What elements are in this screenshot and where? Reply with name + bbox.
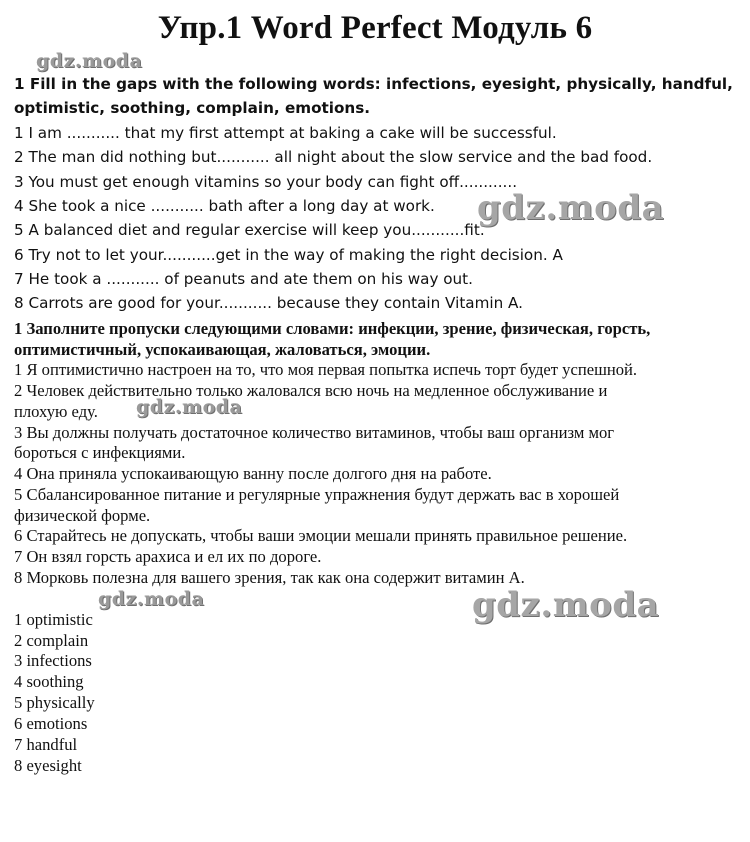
- answer-item: 7 handful: [14, 735, 78, 754]
- instruction-en-line-1: 1 Fill in the gaps with the following words: infections, eyesight, physically, handful,: [14, 75, 733, 93]
- answer-item: 8 eyesight: [14, 756, 82, 775]
- answer-item: 1 optimistic: [14, 610, 93, 629]
- sentence-ru: бороться с инфекциями.: [14, 443, 186, 462]
- watermark-logo: gdz.moda: [98, 588, 205, 610]
- watermark-logo: gdz.moda: [36, 50, 143, 72]
- answer-item: 6 emotions: [14, 714, 88, 733]
- answer-item: 2 complain: [14, 631, 89, 650]
- sentence-ru: 8 Морковь полезна для вашего зрения, так как она содержит витамин А.: [14, 568, 525, 587]
- sentence-en: 1 I am ........... that my first attempt at baking a cake will be successful.: [14, 124, 557, 142]
- sentence-en: 2 The man did nothing but........... all night about the slow service and the bad food.: [14, 148, 653, 166]
- sentence-en: 8 Carrots are good for your........... because they contain Vitamin A.: [14, 294, 524, 312]
- sentence-ru: физической форме.: [14, 506, 151, 525]
- answer-item: 3 infections: [14, 651, 92, 670]
- instruction-en-line-2: optimistic, soothing, complain, emotions.: [14, 99, 371, 117]
- sentence-ru: 5 Сбалансированное питание и регулярные упражнения будут держать вас в хорошей: [14, 485, 620, 504]
- sentence-en: 4 She took a nice ........... bath after a long day at work.: [14, 197, 435, 215]
- instruction-ru-line-1: 1 Заполните пропуски следующими словами: инфекции, зрение, физическая, горсть,: [14, 319, 651, 338]
- watermark-logo: gdz.moda: [136, 396, 243, 418]
- sentence-ru: плохую еду.: [14, 402, 98, 421]
- sentence-ru: 6 Старайтесь не допускать, чтобы ваши эмоции мешали принять правильное решение.: [14, 526, 628, 545]
- sentence-en: 3 You must get enough vitamins so your body can fight off............: [14, 173, 518, 191]
- sentence-en: 6 Try not to let your...........get in the way of making the right decision. A: [14, 246, 563, 264]
- sentence-ru: 1 Я оптимистично настроен на то, что моя первая попытка испечь торт будет успешной.: [14, 360, 638, 379]
- page-title: Упр.1 Word Perfect Модуль 6: [157, 10, 593, 46]
- sentence-ru: 3 Вы должны получать достаточное количество витаминов, чтобы ваш организм мог: [14, 423, 615, 442]
- sentence-ru: 4 Она приняла успокаивающую ванну после долгого дня на работе.: [14, 464, 492, 483]
- watermark-logo: gdz.moda: [472, 585, 660, 625]
- sentence-en: 5 A balanced diet and regular exercise will keep you...........fit.: [14, 221, 485, 239]
- answer-item: 5 physically: [14, 693, 95, 712]
- sentence-ru: 7 Он взял горсть арахиса и ел их по дороге.: [14, 547, 322, 566]
- sentence-en: 7 He took a ........... of peanuts and ate them on his way out.: [14, 270, 473, 288]
- answer-item: 4 soothing: [14, 672, 84, 691]
- instruction-ru-line-2: оптимистичный, успокаивающая, жаловаться, эмоции.: [14, 340, 431, 359]
- watermark-logo: gdz.moda: [477, 188, 665, 228]
- sentence-ru: 2 Человек действительно только жаловался всю ночь на медленное обслуживание и: [14, 381, 608, 400]
